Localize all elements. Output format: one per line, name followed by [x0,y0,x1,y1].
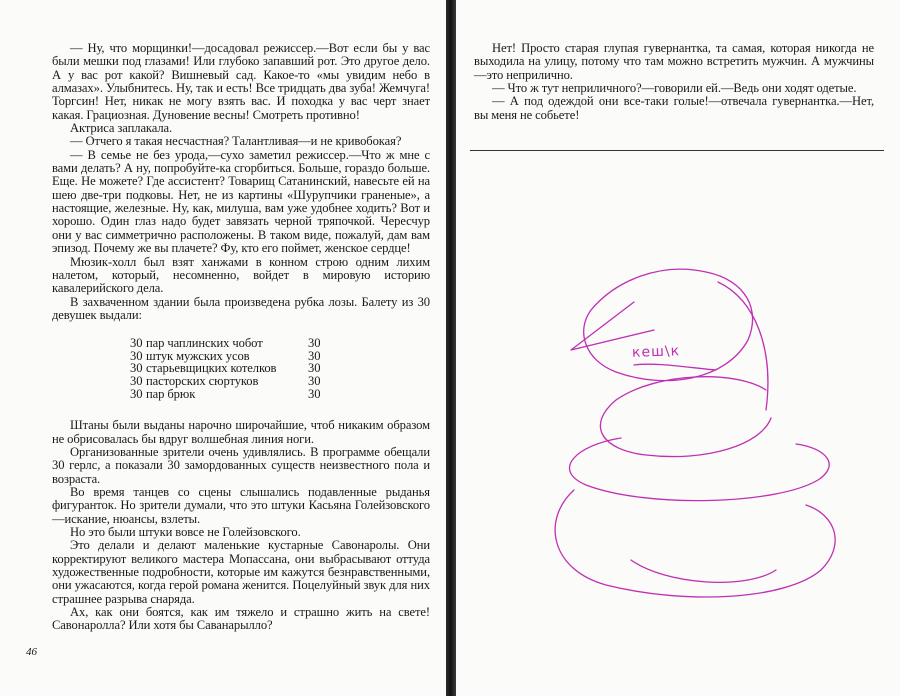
book-gutter [446,0,456,696]
paragraph: Организованные зрители очень удивлялись. В программе обещали 30 герлс, а показали 30 замордованных существ неизвестного пола и возраста. [52,444,430,486]
issue-item: старьевщицких котелков [146,361,277,376]
paragraph: — А под одеждой они все-таки голые!—отвечала гувернантка.—Нет, вы меня не собьете! [474,94,874,122]
paragraph: — Отчего я такая несчастная? Талантливая—и не кривобокая? [70,134,402,149]
paragraph: Во время танцев со сцены слышались подавленные рыданья фигуранток. Но зрители думали, что это штуки Касьяна Голейзовского—искание, нюансы, взлеты. [52,484,430,526]
issue-item: штук мужских усов [146,348,250,363]
issue-price: 30 [308,348,321,363]
left-page-text [52,42,430,633]
issue-list [130,337,430,400]
issue-qty: 30 [130,336,143,351]
issue-price: 30 [308,361,321,376]
issue-item: пар брюк [146,386,196,401]
issue-row [130,337,430,350]
paragraph: — Что ж тут неприличного?—говорили ей.—Ведь они ходят одетые. [492,81,857,96]
scribble-label: кеш\к [631,343,681,361]
issue-item: пар чаплинских чобот [146,336,263,351]
paragraph: — Ну, что морщинки!—досадовал режиссер.—Вот если бы у вас были мешки под глазами! Или глубоко запавший рот. Это другое дело. А у вас рот какой? Вишневый сад. Какое-то «мы увидим небо в алмазах». Улыбнитесь. Ну, так и есть! Все тридцать два зуба! Жемчуга! Торгсин! Нет, никак не могу взять вас. И походка у вас черт знает какая. Грациозная. Дуновение весны! Смотреть противно! [52,41,430,122]
issue-qty: 30 [130,348,143,363]
paragraph: Штаны были выданы нарочно широчайшие, чтоб никаким образом не обрисовалась бы вдруг волшебная линия ноги. [52,418,430,446]
paragraph: Ах, как они боятся, как им тяжело и страшно жить на свете! Савонаролла? Или хотя бы Саванарылло? [52,605,430,633]
issue-item: пасторских сюртуков [146,374,259,388]
issue-qty: 30 [130,361,143,376]
left-page [0,0,446,696]
issue-price: 30 [308,374,321,388]
paragraph: Нет! Просто старая глупая гувернантка, та самая, которая никогда не выходила на улицу, потому что там можно встретить мужчин. А мужчины—это неприлично. [474,41,874,82]
issue-qty: 30 [130,386,143,401]
paragraph: Актриса заплакала. [70,121,173,136]
paragraph: Это делали и делают маленькие кустарные Савонаролы. Они корректируют великого мастера Мопассана, они выбрасывают оттуда художественные подробности, которые им кажутся безнравственными, они ужасаются, когда герой романа женится. Поцелуйный звук для них страшнее разрыва снаряда. [52,538,430,606]
issue-row [130,375,430,388]
scribble-coil-middle [570,438,830,501]
issue-row [130,388,430,401]
issue-qty: 30 [130,374,143,388]
scribble-underline [634,364,716,370]
paragraph: Но это были штуки вовсе не Голейзовского. [70,524,301,539]
scribble-coil-upper [600,377,771,457]
issue-price: 30 [308,336,321,351]
scribble-neck [718,282,768,410]
page-number: 46 [26,646,37,658]
scribble-head-loop [584,269,753,380]
issue-price: 30 [308,386,321,401]
paragraph: — В семье не без урода,—сухо заметил режиссер.—Что ж мне с вами делать? А ну, попробуйте-ка сгорбиться. Больше, гораздо больше. Еще. Не можете? Где ассистент? Товарищ Сатанинский, навесьте ей на шею две-три подковы. Нет, не из картины «Шурупчики граненые», а настоящие, железные. Ну, как, милуша, вам уже удобнее ходить? Вот и хорошо. Один глаз надо будет завязать черной тряпочкой. Чересчур они у вас симметрично расположены. В таком виде, пожалуй, дам вам эпизод. Почему же вы плачете? Фу, кто его поймет, женское сердце! [52,147,430,256]
scribble-tail [631,560,776,582]
paragraph: Мюзик-холл был взят ханжами в конном строю одним лихим налетом, который, несомненно, войдет в мировую историю кавалерийского дела. [52,254,430,296]
paragraph: В захваченном здании была произведена рубка лозы. Балету из 30 девушек выдали: [52,294,430,322]
